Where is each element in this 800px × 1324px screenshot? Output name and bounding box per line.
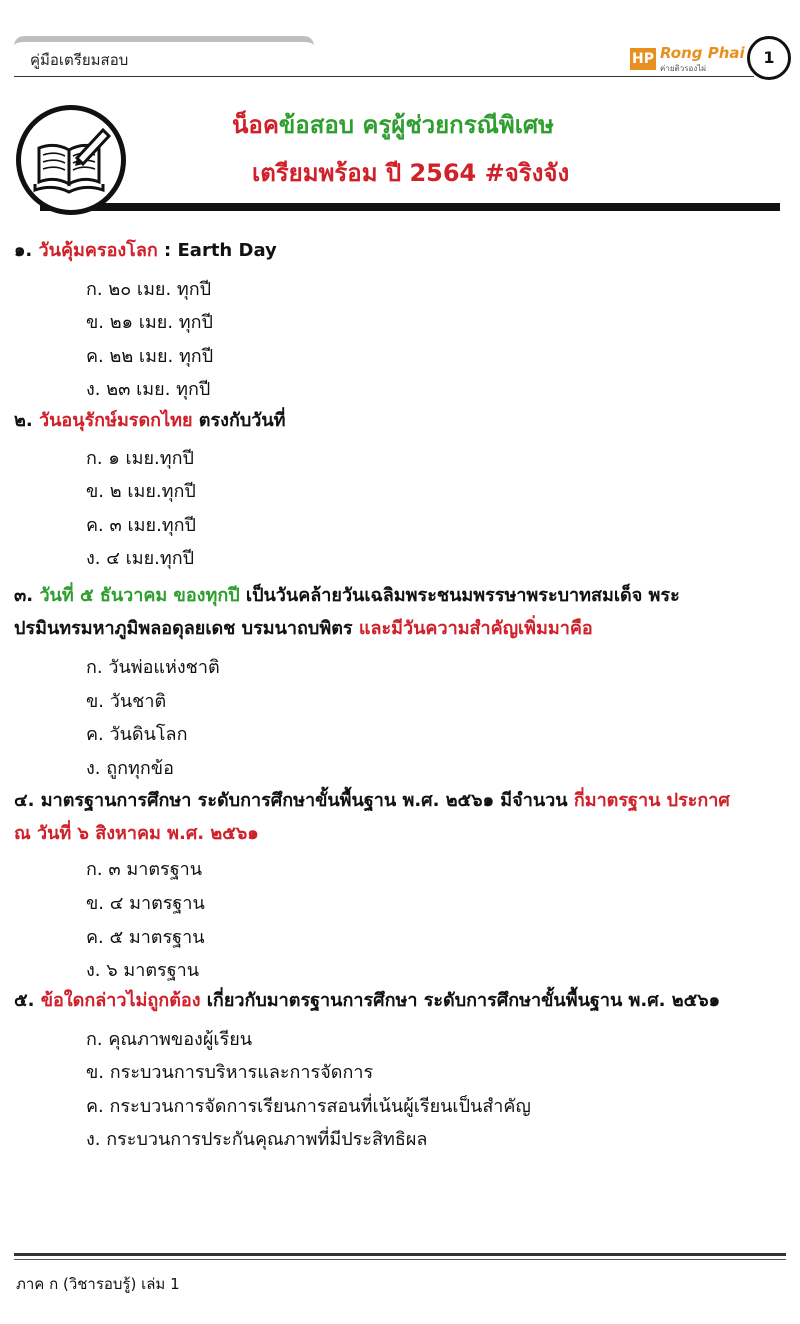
option-3d: ง. ถูกทุกข้อ [86, 758, 174, 779]
question-3: ๓. วันที่ ๕ ธันวาคม ของทุกปี เป็นวันคล้ายวันเฉลิมพระชนมพรรษาพระบาทสมเด็จ พระ ปรมินทรมหาภูมิพลอดุลยเดช บรมนาถบพิตร และมีวันความสำคัญเพิ่มมาคือ [14, 585, 680, 639]
option-5a: ก. คุณภาพของผู้เรียน [86, 1029, 253, 1050]
logo-subtext: ค่ายติวรองไผ่ [660, 64, 706, 73]
title-banner [0, 95, 800, 225]
option-2c: ค. ๓ เมย.ทุกปี [86, 515, 196, 536]
option-3b: ข. วันชาติ [86, 691, 167, 712]
option-4b: ข. ๔ มาตรฐาน [86, 893, 205, 914]
footer-rule-thick [14, 1253, 786, 1256]
option-5d: ง. กระบวนการประกันคุณภาพที่มีประสิทธิผล [86, 1129, 428, 1150]
question-1: ๑. วันคุ้มครองโลก : Earth Day [14, 240, 277, 261]
option-3c: ค. วันดินโลก [86, 724, 188, 745]
footer-rule-thin [14, 1259, 786, 1260]
option-3a: ก. วันพ่อแห่งชาติ [86, 657, 220, 678]
option-2a: ก. ๑ เมย.ทุกปี [86, 448, 194, 469]
option-2b: ข. ๒ เมย.ทุกปี [86, 481, 196, 502]
brand-logo [630, 42, 750, 72]
option-1b: ข. ๒๑ เมย. ทุกปี [86, 312, 213, 333]
option-1d: ง. ๒๓ เมย. ทุกปี [86, 379, 211, 400]
question-5: ๕. ข้อใดกล่าวไม่ถูกต้อง เกี่ยวกับมาตรฐานการศึกษา ระดับการศึกษาขั้นพื้นฐาน พ.ศ. ๒๕๖๑ [14, 990, 721, 1011]
header-label: คู่มือเตรียมสอบ [30, 51, 129, 69]
option-1a: ก. ๒๐ เมย. ทุกปี [86, 279, 212, 300]
book-pencil-icon [16, 105, 126, 215]
option-2d: ง. ๔ เมย.ทุกปี [86, 548, 195, 569]
header-rule [14, 76, 754, 77]
banner-subtitle: เตรียมพร้อม ปี 2564 #จริงจัง [252, 159, 570, 187]
footer-text: ภาค ก (วิชารอบรู้) เล่ม 1 [16, 1275, 180, 1293]
banner-title: น็อคข้อสอบ ครูผู้ช่วยกรณีพิเศษ [232, 111, 554, 139]
page-number-badge: 1 [747, 36, 791, 80]
question-4: ๔. มาตรฐานการศึกษา ระดับการศึกษาขั้นพื้นฐาน พ.ศ. ๒๕๖๑ มีจำนวน กี่มาตรฐาน ประกาศ ณ วันที่ ๖ สิงหาคม พ.ศ. ๒๕๖๑ [14, 790, 730, 844]
logo-mark: HP [630, 48, 656, 70]
option-4c: ค. ๕ มาตรฐาน [86, 927, 205, 948]
option-1c: ค. ๒๒ เมย. ทุกปี [86, 346, 214, 367]
option-4d: ง. ๖ มาตรฐาน [86, 960, 200, 981]
page-header [0, 0, 800, 95]
option-5b: ข. กระบวนการบริหารและการจัดการ [86, 1062, 374, 1083]
question-2: ๒. วันอนุรักษ์มรดกไทย ตรงกับวันที่ [14, 410, 286, 431]
option-4a: ก. ๓ มาตรฐาน [86, 859, 203, 880]
logo-text: Rong Phai [660, 44, 745, 62]
option-5c: ค. กระบวนการจัดการเรียนการสอนที่เน้นผู้เรียนเป็นสำคัญ [86, 1096, 531, 1117]
